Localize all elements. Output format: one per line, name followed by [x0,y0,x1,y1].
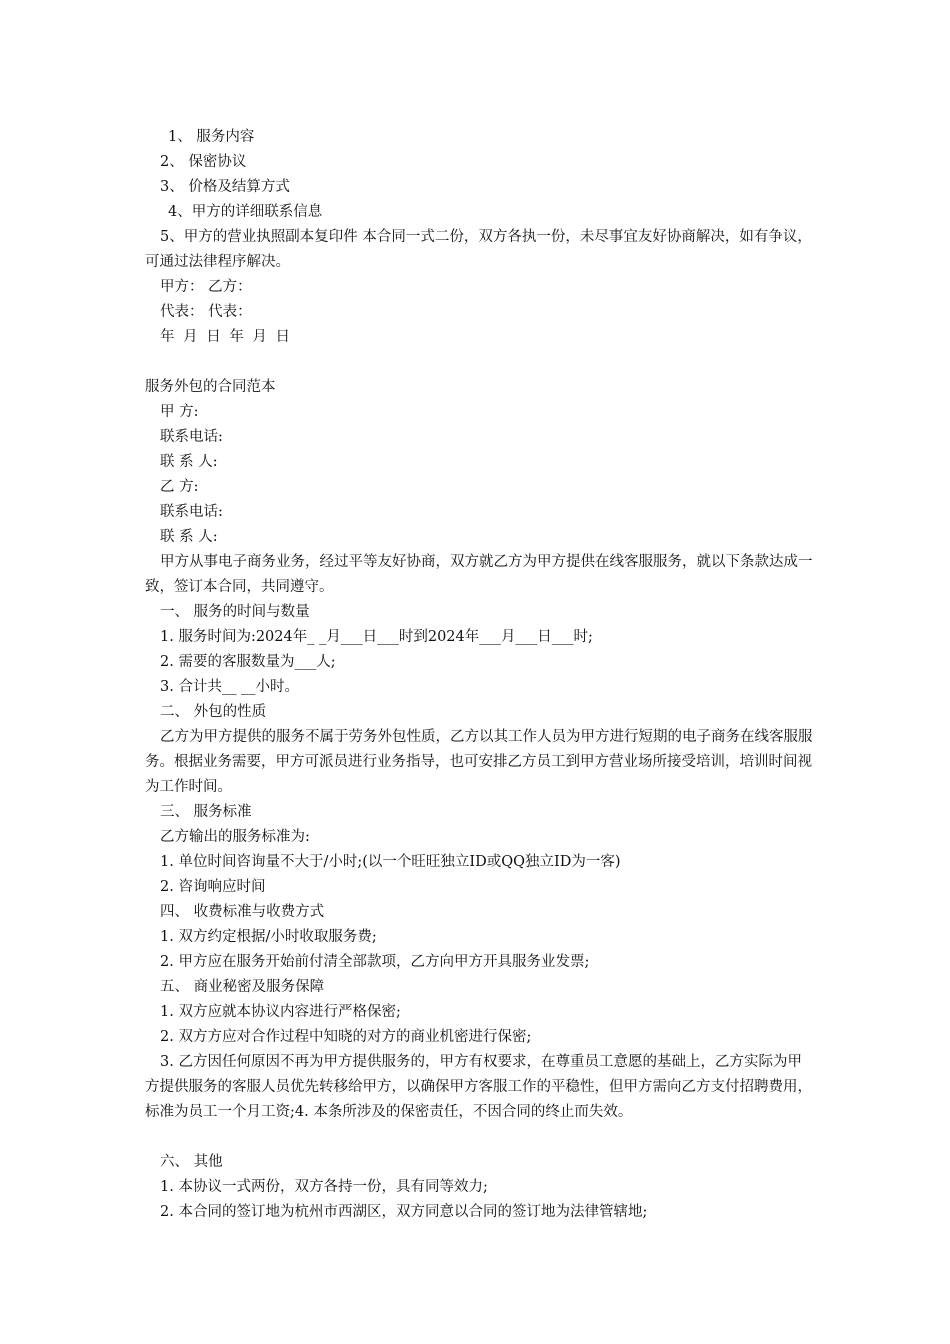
signature-representatives: 代表： 代表： [160,304,252,320]
section-6-heading: 六、 其他 [160,1154,223,1170]
party-a-contact-label: 联 系 人: [160,454,218,470]
signature-parties: 甲方： 乙方： [160,279,252,295]
party-b-label: 乙 方: [160,479,199,495]
section-5-item-3: 3. 乙方因任何原因不再为甲方提供服务的，甲方有权要求，在尊重员工意愿的基础上，乙方实际为甲方提供服务的客服人员优先转移给甲方，以确保甲方客服工作的平稳性，但甲方需向乙方支付招聘费用，标准为员工一个月工资;4. 本条所涉及的保密责任，不因合同的终止而失效。 [145,1054,812,1120]
party-a-phone-label: 联系电话: [160,429,223,445]
list-item-service-content: 1、 服务内容 [168,129,255,145]
party-a-label: 甲 方: [160,404,199,420]
section-4-item-1: 1. 双方约定根据/小时收取服务费; [160,929,377,945]
section-3-heading: 三、 服务标准 [160,804,252,820]
signature-dates: 年 月 日 年 月 日 [160,329,291,345]
section-1-item-3: 3. 合计共__ __小时。 [160,679,300,695]
preamble-paragraph: 甲方从事电子商务业务，经过平等友好协商，双方就乙方为甲方提供在线客服服务，就以下条款达成一致，签订本合同，共同遵守。 [145,554,813,595]
section-2-heading: 二、 外包的性质 [160,704,267,720]
list-item-contact-info: 4、甲方的详细联系信息 [168,204,323,220]
section-3-item-1: 1. 单位时间咨询量不大于/小时;(以一个旺旺独立ID或QQ独立ID为一客) [160,854,621,870]
party-b-contact-label: 联 系 人: [160,529,218,545]
list-item-business-license: 5、甲方的营业执照副本复印件 本合同一式二份，双方各执一份，未尽事宜友好协商解决，如有争议，可通过法律程序解决。 [145,229,812,270]
section-3-intro: 乙方输出的服务标准为: [160,829,310,845]
section-5-heading: 五、 商业秘密及服务保障 [160,979,325,995]
document-title: 服务外包的合同范本 [145,379,276,395]
section-3-item-2: 2. 咨询响应时间 [160,879,266,895]
list-item-pricing: 3、 价格及结算方式 [160,179,290,195]
section-5-item-2: 2. 双方方应对合作过程中知晓的对方的商业机密进行保密; [160,1029,532,1045]
section-5-item-1: 1. 双方应就本协议内容进行严格保密; [160,1004,401,1020]
party-b-phone-label: 联系电话: [160,504,223,520]
section-1-item-2: 2. 需要的客服数量为___人; [160,654,336,670]
section-2-body: 乙方为甲方提供的服务不属于劳务外包性质，乙方以其工作人员为甲方进行短期的电子商务在线客服服务。根据业务需要，甲方可派员进行业务指导，也可安排乙方员工到甲方营业场所接受培训，培训时间视为工作时间。 [145,729,813,795]
section-4-item-2: 2. 甲方应在服务开始前付清全部款项，乙方向甲方开具服务业发票; [160,954,590,970]
section-6-item-2: 2. 本合同的签订地为杭州市西湖区，双方同意以合同的签订地为法律管辖地; [160,1204,648,1220]
list-item-confidentiality: 2、 保密协议 [160,154,247,170]
section-1-heading: 一、 服务的时间与数量 [160,604,310,620]
section-1-item-1: 1. 服务时间为:2024年_ _月___日___时到2024年___月___日___时; [160,629,593,645]
section-6-item-1: 1. 本协议一式两份，双方各持一份，具有同等效力; [160,1179,488,1195]
section-4-heading: 四、 收费标准与收费方式 [160,904,325,920]
